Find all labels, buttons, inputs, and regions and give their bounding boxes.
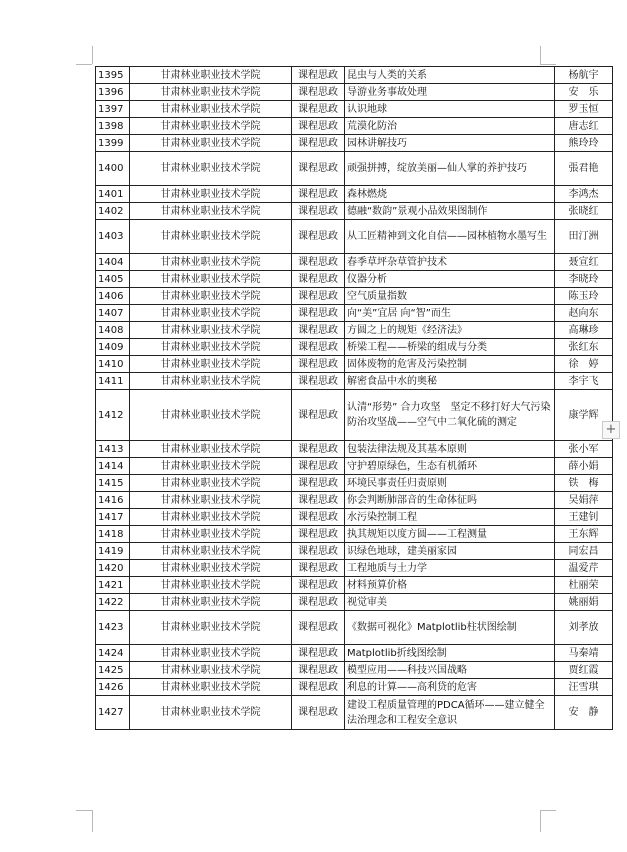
crop-mark-bottom-right: [540, 810, 556, 811]
row-number-cell: 1427: [96, 696, 130, 730]
row-number-cell: 1397: [96, 101, 130, 118]
teacher-name-cell: 薛小娟: [555, 458, 613, 475]
table-row: [96, 645, 613, 662]
school-cell: 甘肃林业职业技术学院: [130, 611, 292, 645]
crop-mark-bottom-left: [76, 810, 92, 811]
school-cell: 甘肃林业职业技术学院: [130, 679, 292, 696]
course-title-cell: 固体废物的危害及污染控制: [345, 356, 555, 373]
school-cell: 甘肃林业职业技术学院: [130, 458, 292, 475]
table-row: [96, 322, 613, 339]
teacher-name-cell: 聂宣红: [555, 254, 613, 271]
school-cell: 甘肃林业职业技术学院: [130, 186, 292, 203]
crop-mark-bottom-left: [92, 810, 93, 832]
school-cell: 甘肃林业职业技术学院: [130, 203, 292, 220]
course-table: [95, 66, 613, 730]
category-cell: 课程思政: [292, 271, 345, 288]
category-cell: 课程思政: [292, 679, 345, 696]
teacher-name-cell: 王建钊: [555, 509, 613, 526]
table-row: [96, 560, 613, 577]
teacher-name-cell: 李宇飞: [555, 373, 613, 390]
course-title-cell: 模型应用——科技兴国战略: [345, 662, 555, 679]
school-cell: 甘肃林业职业技术学院: [130, 526, 292, 543]
category-cell: 课程思政: [292, 543, 345, 560]
category-cell: 课程思政: [292, 322, 345, 339]
table-row: [96, 288, 613, 305]
row-number-cell: 1416: [96, 492, 130, 509]
school-cell: 甘肃林业职业技术学院: [130, 662, 292, 679]
category-cell: 课程思政: [292, 441, 345, 458]
category-cell: 课程思政: [292, 101, 345, 118]
teacher-name-cell: 陈玉玲: [555, 288, 613, 305]
row-number-cell: 1424: [96, 645, 130, 662]
school-cell: 甘肃林业职业技术学院: [130, 577, 292, 594]
table-body: [96, 67, 613, 730]
crop-mark-top-right: [540, 46, 541, 64]
school-cell: 甘肃林业职业技术学院: [130, 543, 292, 560]
school-cell: 甘肃林业职业技术学院: [130, 288, 292, 305]
course-title-cell: 你会判断肺部音的生命体征吗: [345, 492, 555, 509]
crop-mark-top-right: [540, 64, 556, 65]
teacher-name-cell: 田汀洲: [555, 220, 613, 254]
course-title-cell: 水污染控制工程: [345, 509, 555, 526]
table-row: [96, 67, 613, 84]
course-title-cell: 包装法律法规及其基本原则: [345, 441, 555, 458]
course-title-cell: 仪器分析: [345, 271, 555, 288]
course-title-cell: 材料预算价格: [345, 577, 555, 594]
teacher-name-cell: 李晓玲: [555, 271, 613, 288]
category-cell: 课程思政: [292, 492, 345, 509]
table-row: [96, 203, 613, 220]
teacher-name-cell: 王东辉: [555, 526, 613, 543]
category-cell: 课程思政: [292, 339, 345, 356]
course-title-cell: 荒漠化防治: [345, 118, 555, 135]
table-row: [96, 577, 613, 594]
course-title-cell: 利息的计算——高利贷的危害: [345, 679, 555, 696]
row-number-cell: 1403: [96, 220, 130, 254]
teacher-name-cell: 马秦靖: [555, 645, 613, 662]
school-cell: 甘肃林业职业技术学院: [130, 373, 292, 390]
teacher-name-cell: 熊玲玲: [555, 135, 613, 152]
school-cell: 甘肃林业职业技术学院: [130, 67, 292, 84]
teacher-name-cell: 李鸿杰: [555, 186, 613, 203]
table-row: [96, 543, 613, 560]
teacher-name-cell: 贾红霞: [555, 662, 613, 679]
row-number-cell: 1421: [96, 577, 130, 594]
crop-mark-top-left: [92, 46, 93, 64]
school-cell: 甘肃林业职业技术学院: [130, 271, 292, 288]
category-cell: 课程思政: [292, 696, 345, 730]
row-number-cell: 1425: [96, 662, 130, 679]
school-cell: 甘肃林业职业技术学院: [130, 696, 292, 730]
row-number-cell: 1396: [96, 84, 130, 101]
teacher-name-cell: 温爱芹: [555, 560, 613, 577]
teacher-name-cell: 铁 梅: [555, 475, 613, 492]
category-cell: 课程思政: [292, 305, 345, 322]
course-title-cell: 园林讲解技巧: [345, 135, 555, 152]
table-row: [96, 186, 613, 203]
category-cell: 课程思政: [292, 509, 345, 526]
course-title-cell: 《数据可视化》Matplotlib柱状图绘制: [345, 611, 555, 645]
category-cell: 课程思政: [292, 254, 345, 271]
row-number-cell: 1419: [96, 543, 130, 560]
course-title-cell: 森林燃烧: [345, 186, 555, 203]
category-cell: 课程思政: [292, 373, 345, 390]
table-row: [96, 118, 613, 135]
course-title-cell: 守护碧原绿色，生态有机循环: [345, 458, 555, 475]
table-row: [96, 220, 613, 254]
course-title-cell: 视觉审美: [345, 594, 555, 611]
school-cell: 甘肃林业职业技术学院: [130, 560, 292, 577]
category-cell: 课程思政: [292, 67, 345, 84]
table-row: [96, 271, 613, 288]
row-number-cell: 1413: [96, 441, 130, 458]
school-cell: 甘肃林业职业技术学院: [130, 509, 292, 526]
row-number-cell: 1398: [96, 118, 130, 135]
category-cell: 课程思政: [292, 118, 345, 135]
school-cell: 甘肃林业职业技术学院: [130, 475, 292, 492]
school-cell: 甘肃林业职业技术学院: [130, 322, 292, 339]
row-number-cell: 1401: [96, 186, 130, 203]
category-cell: 课程思政: [292, 84, 345, 101]
teacher-name-cell: 姚丽娟: [555, 594, 613, 611]
school-cell: 甘肃林业职业技术学院: [130, 594, 292, 611]
school-cell: 甘肃林业职业技术学院: [130, 101, 292, 118]
table-row: [96, 101, 613, 118]
school-cell: 甘肃林业职业技术学院: [130, 254, 292, 271]
table-row: [96, 441, 613, 458]
teacher-name-cell: 张小军: [555, 441, 613, 458]
table-row: [96, 509, 613, 526]
teacher-name-cell: 汪雪琪: [555, 679, 613, 696]
table-row: [96, 390, 613, 441]
teacher-name-cell: 安 乐: [555, 84, 613, 101]
table-row: [96, 458, 613, 475]
school-cell: 甘肃林业职业技术学院: [130, 118, 292, 135]
teacher-name-cell: 吴娟萍: [555, 492, 613, 509]
row-number-cell: 1417: [96, 509, 130, 526]
course-title-cell: 德融“数韵”景观小品效果图制作: [345, 203, 555, 220]
school-cell: 甘肃林业职业技术学院: [130, 220, 292, 254]
category-cell: 课程思政: [292, 458, 345, 475]
row-number-cell: 1411: [96, 373, 130, 390]
add-row-plus-icon[interactable]: +: [602, 421, 620, 439]
teacher-name-cell: 杜丽荣: [555, 577, 613, 594]
category-cell: 课程思政: [292, 135, 345, 152]
row-number-cell: 1422: [96, 594, 130, 611]
teacher-name-cell: 赵向东: [555, 305, 613, 322]
teacher-name-cell: 康学辉: [555, 390, 613, 441]
row-number-cell: 1405: [96, 271, 130, 288]
course-title-cell: 识绿色地球，建美丽家园: [345, 543, 555, 560]
row-number-cell: 1414: [96, 458, 130, 475]
row-number-cell: 1415: [96, 475, 130, 492]
table-row: [96, 662, 613, 679]
course-title-cell: 建设工程质量管理的PDCA循环——建立健全法治理念和工程安全意识: [345, 696, 555, 730]
course-title-cell: 解密食品中水的奥秘: [345, 373, 555, 390]
row-number-cell: 1423: [96, 611, 130, 645]
row-number-cell: 1420: [96, 560, 130, 577]
category-cell: 课程思政: [292, 662, 345, 679]
teacher-name-cell: 安 静: [555, 696, 613, 730]
teacher-name-cell: 張君艳: [555, 152, 613, 186]
course-title-cell: 顽强拼搏，绽放美丽—仙人掌的养护技巧: [345, 152, 555, 186]
course-title-cell: 认识地球: [345, 101, 555, 118]
school-cell: 甘肃林业职业技术学院: [130, 305, 292, 322]
crop-mark-bottom-right: [540, 810, 541, 832]
table-row: [96, 135, 613, 152]
teacher-name-cell: 刘孝放: [555, 611, 613, 645]
course-title-cell: 执其规矩以度方圆——工程测量: [345, 526, 555, 543]
category-cell: 课程思政: [292, 577, 345, 594]
row-number-cell: 1406: [96, 288, 130, 305]
row-number-cell: 1400: [96, 152, 130, 186]
table-row: [96, 475, 613, 492]
course-title-cell: 向“美”宜居 向“智”而生: [345, 305, 555, 322]
category-cell: 课程思政: [292, 390, 345, 441]
course-title-cell: 认清“形势” 合力攻坚 坚定不移打好大气污染防治攻坚战——空气中二氧化硫的测定: [345, 390, 555, 441]
row-number-cell: 1395: [96, 67, 130, 84]
table-row: [96, 84, 613, 101]
teacher-name-cell: 杨航宇: [555, 67, 613, 84]
school-cell: 甘肃林业职业技术学院: [130, 492, 292, 509]
category-cell: 课程思政: [292, 645, 345, 662]
row-number-cell: 1410: [96, 356, 130, 373]
school-cell: 甘肃林业职业技术学院: [130, 645, 292, 662]
table-row: [96, 526, 613, 543]
course-title-cell: 方圆之上的规矩《经济法》: [345, 322, 555, 339]
row-number-cell: 1408: [96, 322, 130, 339]
course-title-cell: 昆虫与人类的关系: [345, 67, 555, 84]
row-number-cell: 1426: [96, 679, 130, 696]
school-cell: 甘肃林业职业技术学院: [130, 84, 292, 101]
category-cell: 课程思政: [292, 594, 345, 611]
category-cell: 课程思政: [292, 611, 345, 645]
school-cell: 甘肃林业职业技术学院: [130, 152, 292, 186]
category-cell: 课程思政: [292, 152, 345, 186]
table-row: [96, 152, 613, 186]
teacher-name-cell: 罗玉恒: [555, 101, 613, 118]
table-row: [96, 679, 613, 696]
row-number-cell: 1399: [96, 135, 130, 152]
course-title-cell: 工程地质与土力学: [345, 560, 555, 577]
category-cell: 课程思政: [292, 475, 345, 492]
table-row: [96, 305, 613, 322]
row-number-cell: 1402: [96, 203, 130, 220]
course-title-cell: 桥梁工程——桥梁的组成与分类: [345, 339, 555, 356]
row-number-cell: 1409: [96, 339, 130, 356]
course-title-cell: 导游业务事故处理: [345, 84, 555, 101]
table-row: [96, 696, 613, 730]
course-title-cell: 空气质量指数: [345, 288, 555, 305]
teacher-name-cell: 高琳珍: [555, 322, 613, 339]
table-row: [96, 611, 613, 645]
row-number-cell: 1418: [96, 526, 130, 543]
table-row: [96, 339, 613, 356]
school-cell: 甘肃林业职业技术学院: [130, 390, 292, 441]
school-cell: 甘肃林业职业技术学院: [130, 339, 292, 356]
table-row: [96, 254, 613, 271]
course-title-cell: 春季草坪杂草管护技术: [345, 254, 555, 271]
school-cell: 甘肃林业职业技术学院: [130, 441, 292, 458]
row-number-cell: 1404: [96, 254, 130, 271]
teacher-name-cell: 唐志红: [555, 118, 613, 135]
course-title-cell: 从工匠精神到文化自信——园林植物水墨写生: [345, 220, 555, 254]
table-row: [96, 492, 613, 509]
school-cell: 甘肃林业职业技术学院: [130, 135, 292, 152]
category-cell: 课程思政: [292, 356, 345, 373]
table-row: [96, 356, 613, 373]
row-number-cell: 1412: [96, 390, 130, 441]
course-title-cell: 环境民事责任归责原则: [345, 475, 555, 492]
row-number-cell: 1407: [96, 305, 130, 322]
category-cell: 课程思政: [292, 220, 345, 254]
teacher-name-cell: 张晓红: [555, 203, 613, 220]
crop-mark-top-left: [76, 64, 92, 65]
teacher-name-cell: 张红东: [555, 339, 613, 356]
table-row: [96, 373, 613, 390]
teacher-name-cell: 同宏昌: [555, 543, 613, 560]
category-cell: 课程思政: [292, 203, 345, 220]
teacher-name-cell: 徐 婷: [555, 356, 613, 373]
table-row: [96, 594, 613, 611]
category-cell: 课程思政: [292, 288, 345, 305]
category-cell: 课程思政: [292, 186, 345, 203]
category-cell: 课程思政: [292, 526, 345, 543]
category-cell: 课程思政: [292, 560, 345, 577]
school-cell: 甘肃林业职业技术学院: [130, 356, 292, 373]
course-title-cell: Matplotlib折线图绘制: [345, 645, 555, 662]
